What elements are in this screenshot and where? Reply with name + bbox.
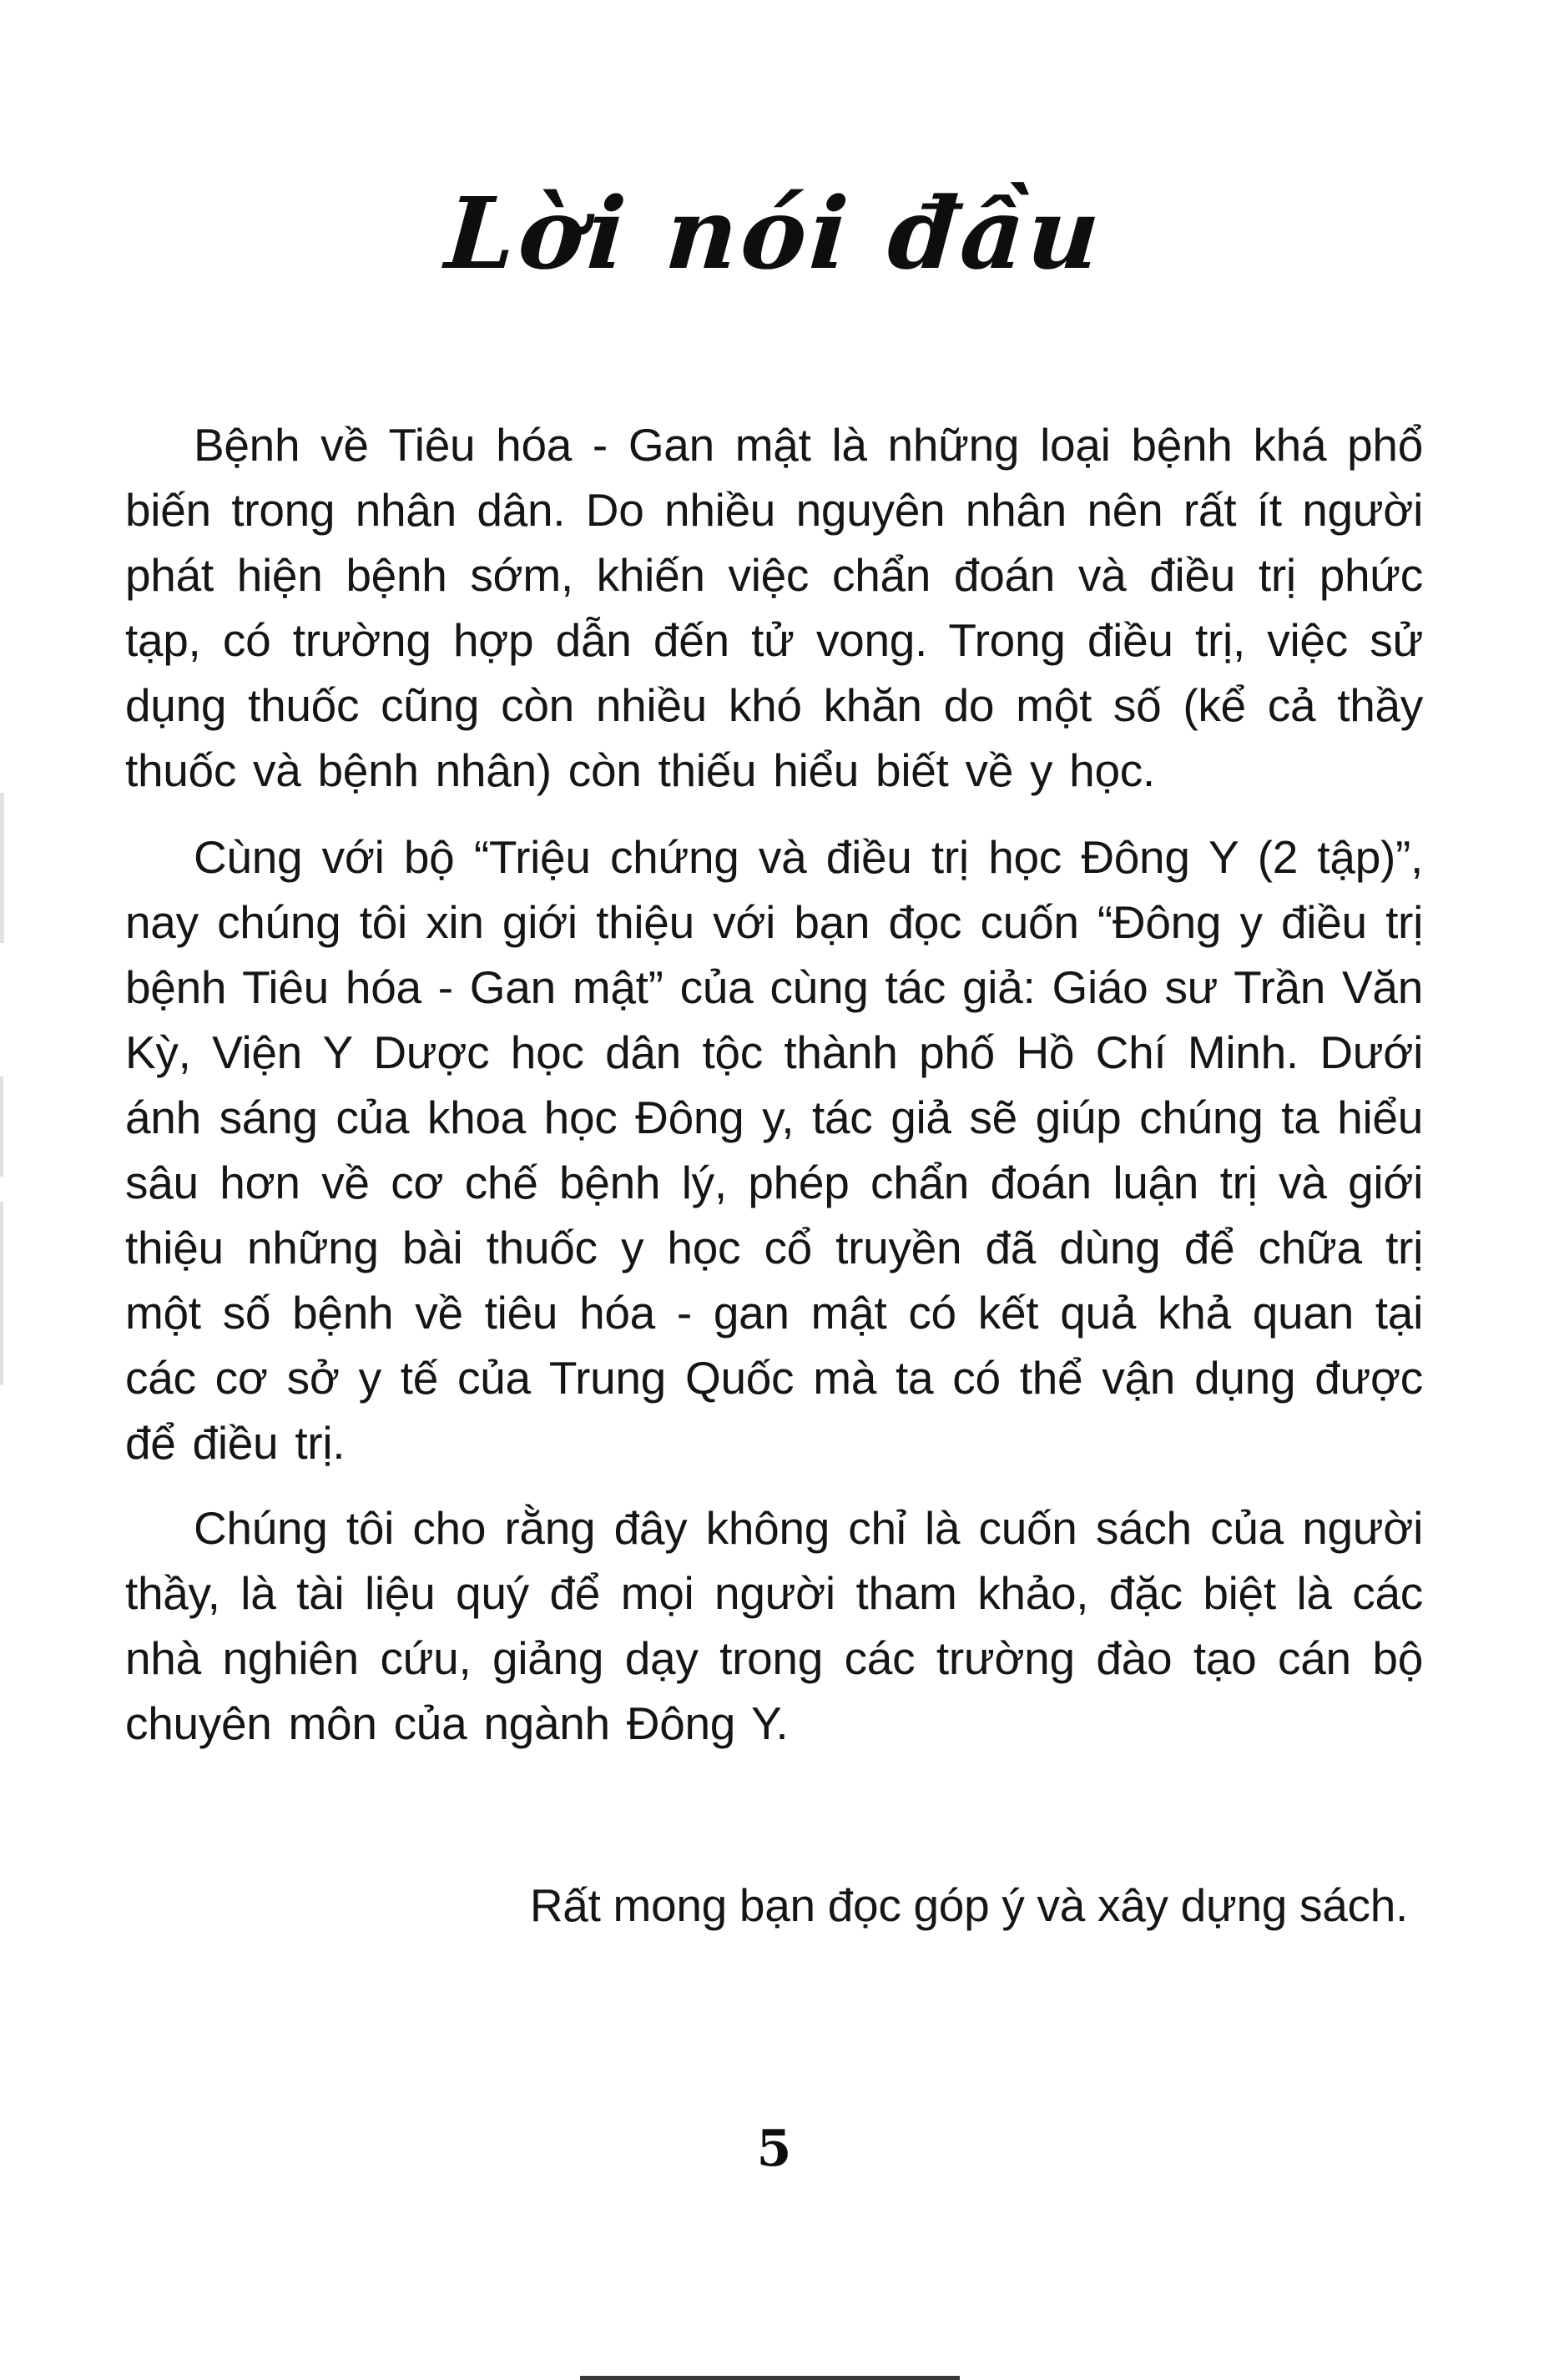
scan-artifact	[580, 2376, 960, 2380]
paragraph-1: Bệnh về Tiêu hóa - Gan mật là những loại bệnh khá phổ biến trong nhân dân. Do nhiều nguyên nhân nên rất ít người phát hiện bệnh sớm, khiến việc chẩn đoán và điều trị phức tạp, có trường hợp dẫn đến tử vong. Trong điều trị, việc sử dụng thuốc cũng còn nhiều khó khăn do một số (kể cả thầy thuốc và bệnh nhân) còn thiếu hiểu biết về y học.	[125, 419, 1423, 796]
scan-artifact	[0, 1202, 3, 1385]
paragraph-2: Cùng với bộ “Triệu chứng và điều trị học Đông Y (2 tập)”, nay chúng tôi xin giới thiệu với bạn đọc cuốn “Đông y điều trị bệnh Tiêu hóa - Gan mật” của cùng tác giả: Giáo sư Trần Văn Kỳ, Viện Y Dược học dân tộc thành phố Hồ Chí Minh. Dưới ánh sáng của khoa học Đông y, tác giả sẽ giúp chúng ta hiểu sâu hơn về cơ chế bệnh lý, phép chẩn đoán luận trị và giới thiệu những bài thuốc y học cổ truyền đã dùng để chữa trị một số bệnh về tiêu hóa - gan mật có kết quả khả quan tại các cơ sở y tế của Trung Quốc mà ta có thể vận dụng được để điều trị.	[125, 831, 1423, 1469]
closing-line: Rất mong bạn đọc góp ý và xây dựng sách.	[529, 1879, 1408, 1931]
paragraph-3: Chúng tôi cho rằng đây không chỉ là cuốn sách của người thầy, là tài liệu quý để mọi người tham khảo, đặc biệt là các nhà nghiên cứu, giảng dạy trong các trường đào tạo cán bộ chuyên môn của ngành Đông Y.	[125, 1502, 1423, 1749]
scan-artifact	[0, 793, 4, 943]
scan-artifact	[0, 1077, 3, 1177]
page-title: Lời nói đầu	[441, 175, 1108, 291]
page-number: 5	[756, 2120, 792, 2178]
